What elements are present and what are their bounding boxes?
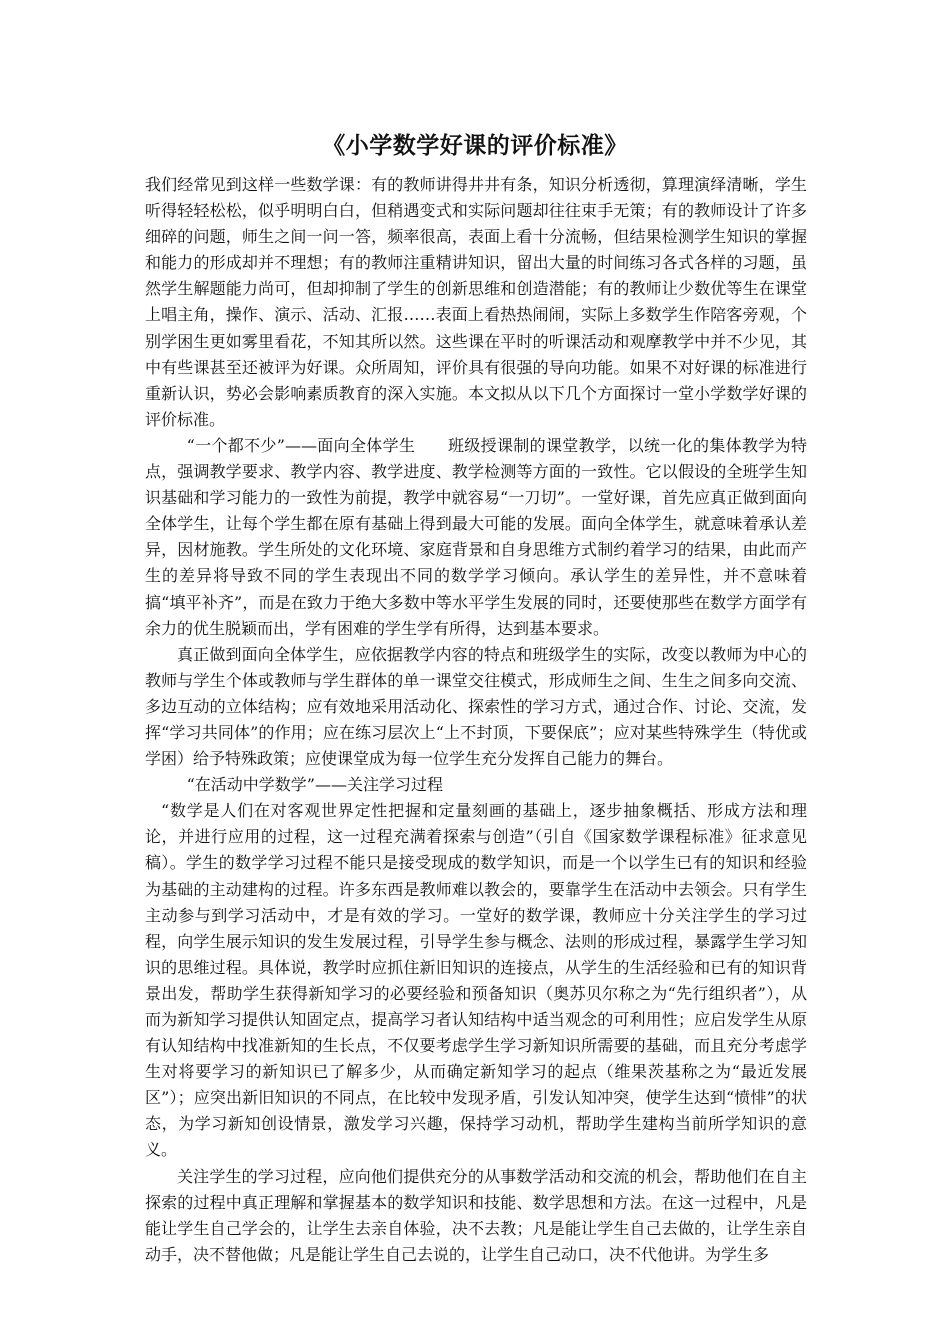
paragraph-section-1-detail: 真正做到面向全体学生，应依据教学内容的特点和班级学生的实际，改变以教师为中心的教师与学生个体或教师与学生群体的单一课堂交往模式，形成师生之间、生生之间多向交流、多边互动的立体结构；应有效地采用活动化、探索性的学习方式，通过合作、讨论、交流，发挥“学习共同体”的作用；应在练习层次上“上不封顶，下要保底”；应对某些特殊学生（特优或学困）给予特殊政策；应使课堂成为每一位学生充分发挥自己能力的舞台。 bbox=[145, 644, 807, 769]
document-body bbox=[145, 172, 807, 1268]
paragraph-section-1: “一个都不少”——面向全体学生 班级授课制的课堂教学，以统一化的集体教学为特点，强调教学要求、教学内容、教学进度、教学检测等方面的一致性。它以假设的全班学生知识基础和学习能力的一致性为前提，教学中就容易“一刀切”。一堂好课，首先应真正做到面向全体学生，让每个学生都在原有基础上得到最大可能的发展。面向全体学生，就意味着承认差异，因材施教。学生所处的文化环境、家庭背景和自身思维方式制约着学习的结果，由此而产生的差异将导致不同的学生表现出不同的数学学习倾向。承认学生的差异性，并不意味着搞“填平补齐”，而是在致力于绝大多数中等水平学生发展的同时，还要使那些在数学方面学有余力的优生脱颖而出，学有困难的学生学有所得，达到基本要求。 bbox=[145, 435, 807, 638]
document-title: 《小学数学好课的评价标准》 bbox=[322, 133, 628, 159]
paragraph-section-2: “数学是人们在对客观世界定性把握和定量刻画的基础上，逐步抽象概括、形成方法和理论，并进行应用的过程，这一过程充满着探索与创造”（引自《国家数学课程标准》征求意见稿）。学生的数学学习过程不能只是接受现成的数学知识，而是一个以学生已有的知识和经验为基础的主动建构的过程。许多东西是教师难以教会的，要靠学生在活动中去领会。只有学生主动参与到学习活动中，才是有效的学习。一堂好的数学课，教师应十分关注学生的学习过程，向学生展示知识的发生发展过程，引导学生参与概念、法则的形成过程，暴露学生学习知识的思维过程。具体说，教学时应抓住新旧知识的连接点，从学生的生活经验和已有的知识背景出发，帮助学生获得新知学习的必要经验和预备知识（奥苏贝尔称之为“先行组织者”），从而为新知学习提供认知固定点，提高学习者认知结构中适当观念的可利用性；应启发学生从原有认知结构中找准新知的生长点，不仅要考虑学生学习新知识所需要的基础，而且充分考虑学生对将要学习的新知识已了解多少，从而确定新知学习的起点（维果茨基称之为“最近发展区”）；应突出新旧知识的不同点，在比较中发现矛盾，引发认知冲突，使学生达到“愤悱”的状态，为学习新知创设情景，激发学习兴趣，保持学习动机，帮助学生建构当前所学知识的意义。 bbox=[145, 801, 807, 1160]
section-heading-2: “在活动中学数学”——关注学习过程 bbox=[186, 775, 443, 795]
paragraph-intro: 我们经常见到这样一些数学课：有的教师讲得井井有条，知识分析透彻，算理演绎清晰，学生听得轻轻松松，似乎明明白白，但稍遇变式和实际问题却往往束手无策；有的教师设计了许多细碎的问题，师生之间一问一答，频率很高，表面上看十分流畅，但结果检测学生知识的掌握和能力的形成却并不理想；有的教师注重精讲知识，留出大量的时间练习各式各样的习题，虽然学生解题能力尚可，但却抑制了学生的创新思维和创造潜能；有的教师让少数优等生在课堂上唱主角，操作、演示、活动、汇报……表面上看热热闹闹，实际上多数学生作陪客旁观，个别学困生更如雾里看花，不知其所以然。这些课在平时的听课活动和观摩教学中并不少见，其中有些课甚至还被评为好课。众所周知，评价具有很强的导向功能。如果不对好课的标准进行重新认识，势必会影响素质教育的深入实施。本文拟从以下几个方面探讨一堂小学数学好课的评价标准。 bbox=[145, 175, 807, 429]
paragraph-section-2-detail: 关注学生的学习过程，应向他们提供充分的从事数学活动和交流的机会，帮助他们在自主探索的过程中真正理解和掌握基本的数学知识和技能、数学思想和方法。在这一过程中，凡是能让学生自己学会的，让学生去亲自体验，决不去教；凡是能让学生自己去做的，让学生亲自动手，决不替他做；凡是能让学生自己去说的，让学生自己动口，决不代他讲。为学生多 bbox=[145, 1166, 807, 1264]
